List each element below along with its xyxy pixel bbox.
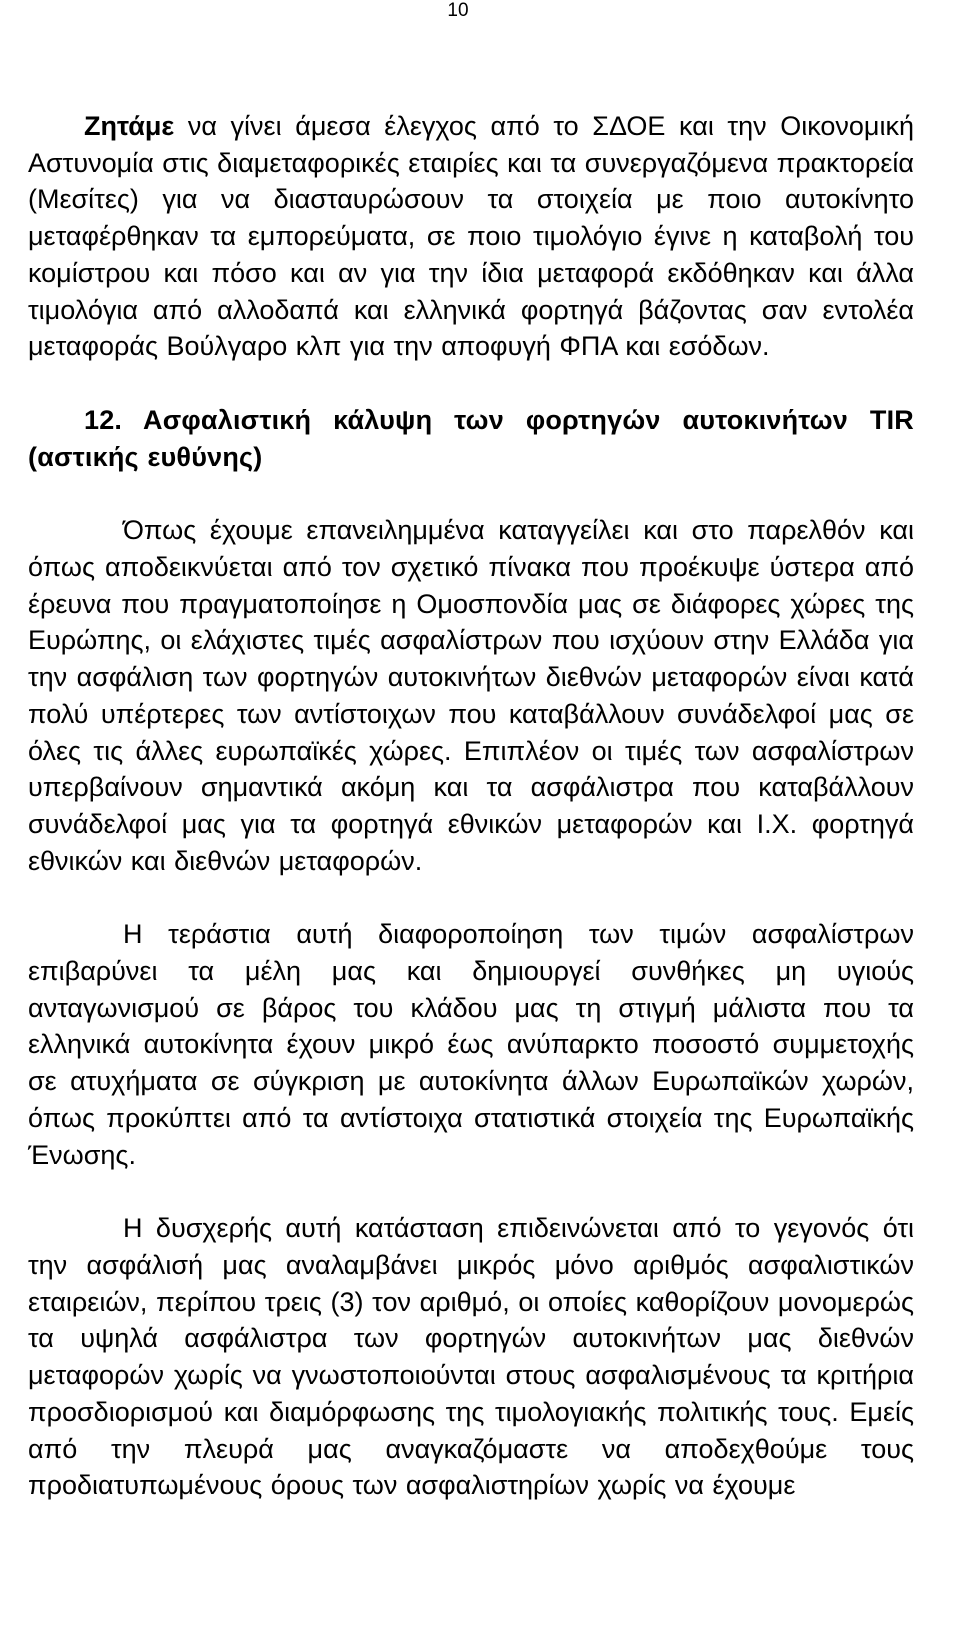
document-body (28, 108, 914, 1504)
page-number: 10 (447, 0, 469, 21)
paragraph-difficult-situation: Η δυσχερής αυτή κατάσταση επιδεινώνεται από το γεγονός ότι την ασφάλισή μας αναλαμβάνει μικρός μόνο αριθμός ασφαλιστικών εταιρειών, περίπου τρεις (3) τον αριθμό, οι οποίες καθορίζουν μονομερώς τα υψηλά ασφάλιστρα των φορτηγών αυτοκινήτων μας διεθνών μεταφορών χωρίς να γνωστοποιούνται στους ασφαλισμένους τα κριτήρια προσδιορισμού και διαμόρφωσης της τιμολογιακής πολιτικής τους. Εμείς από την πλευρά μας αναγκαζόμαστε να αποδεχθούμε τους προδιατυπωμένους όρους των ασφαλιστηρίων χωρίς να έχουμε (28, 1213, 914, 1501)
paragraph-demand (28, 108, 914, 365)
paragraph-lead-word: Ζητάμε (84, 111, 175, 141)
section-heading: 12. Ασφαλιστική κάλυψη των φορτηγών αυτοκινήτων TIR (αστικής ευθύνης) (28, 404, 914, 472)
paragraph-demand-text: να γίνει άμεσα έλεγχος από το ΣΔΟΕ και την Οικονομική Αστυνομία στις διαμεταφορικές εταιρίες και τα συνεργαζόμενα πρακτορεία (Μεσίτες) για να διασταυρώσουν τα στοιχεία με ποιο αυτοκίνητο μεταφέρθηκαν τα εμπορεύματα, σε ποιο τιμολόγιο έγινε η καταβολή του κομίστρου και πόσο και αν για την ίδια μεταφορά εκδόθηκαν και άλλα τιμολόγια από αλλοδαπά και ελληνικά φορτηγά βάζοντας σαν εντολέα μεταφοράς Βούλγαρο κλπ για την αποφυγή ΦΠΑ και εσόδων. (28, 111, 914, 362)
paragraph-price-differentiation: Η τεράστια αυτή διαφοροποίηση των τιμών ασφαλίστρων επιβαρύνει τα μέλη μας και δημιουργεί συνθήκες μη υγιούς ανταγωνισμού σε βάρος του κλάδου μας τη στιγμή μάλιστα που τα ελληνικά αυτοκίνητα έχουν μικρό έως ανύπαρκτο ποσοστό συμμετοχής σε ατυχήματα σε σύγκριση με αυτοκίνητα άλλων Ευρωπαϊκών χωρών, όπως προκύπτει από τα αντίστοιχα στατιστικά στοιχεία της Ευρωπαϊκής Ένωσης. (28, 919, 914, 1170)
paragraph-insurance-costs: Όπως έχουμε επανειλημμένα καταγγείλει και στο παρελθόν και όπως αποδεικνύεται από τον σχετικό πίνακα που προέκυψε ύστερα από έρευνα που πραγματοποίησε η Ομοσπονδία μας σε διάφορες χώρες της Ευρώπης, οι ελάχιστες τιμές ασφαλίστρων που ισχύουν στην Ελλάδα για την ασφάλιση των φορτηγών αυτοκινήτων διεθνών μεταφορών είναι κατά πολύ υπέρτερες των αντίστοιχων που καταβάλλουν συνάδελφοί μας σε όλες τις άλλες ευρωπαϊκές χώρες. Επιπλέον οι τιμές των ασφαλίστρων υπερβαίνουν σημαντικά ακόμη και τα ασφάλιστρα που καταβάλλουν συνάδελφοί μας για τα φορτηγά εθνικών μεταφορών και Ι.Χ. φορτηγά εθνικών και διεθνών μεταφορών. (28, 515, 914, 876)
